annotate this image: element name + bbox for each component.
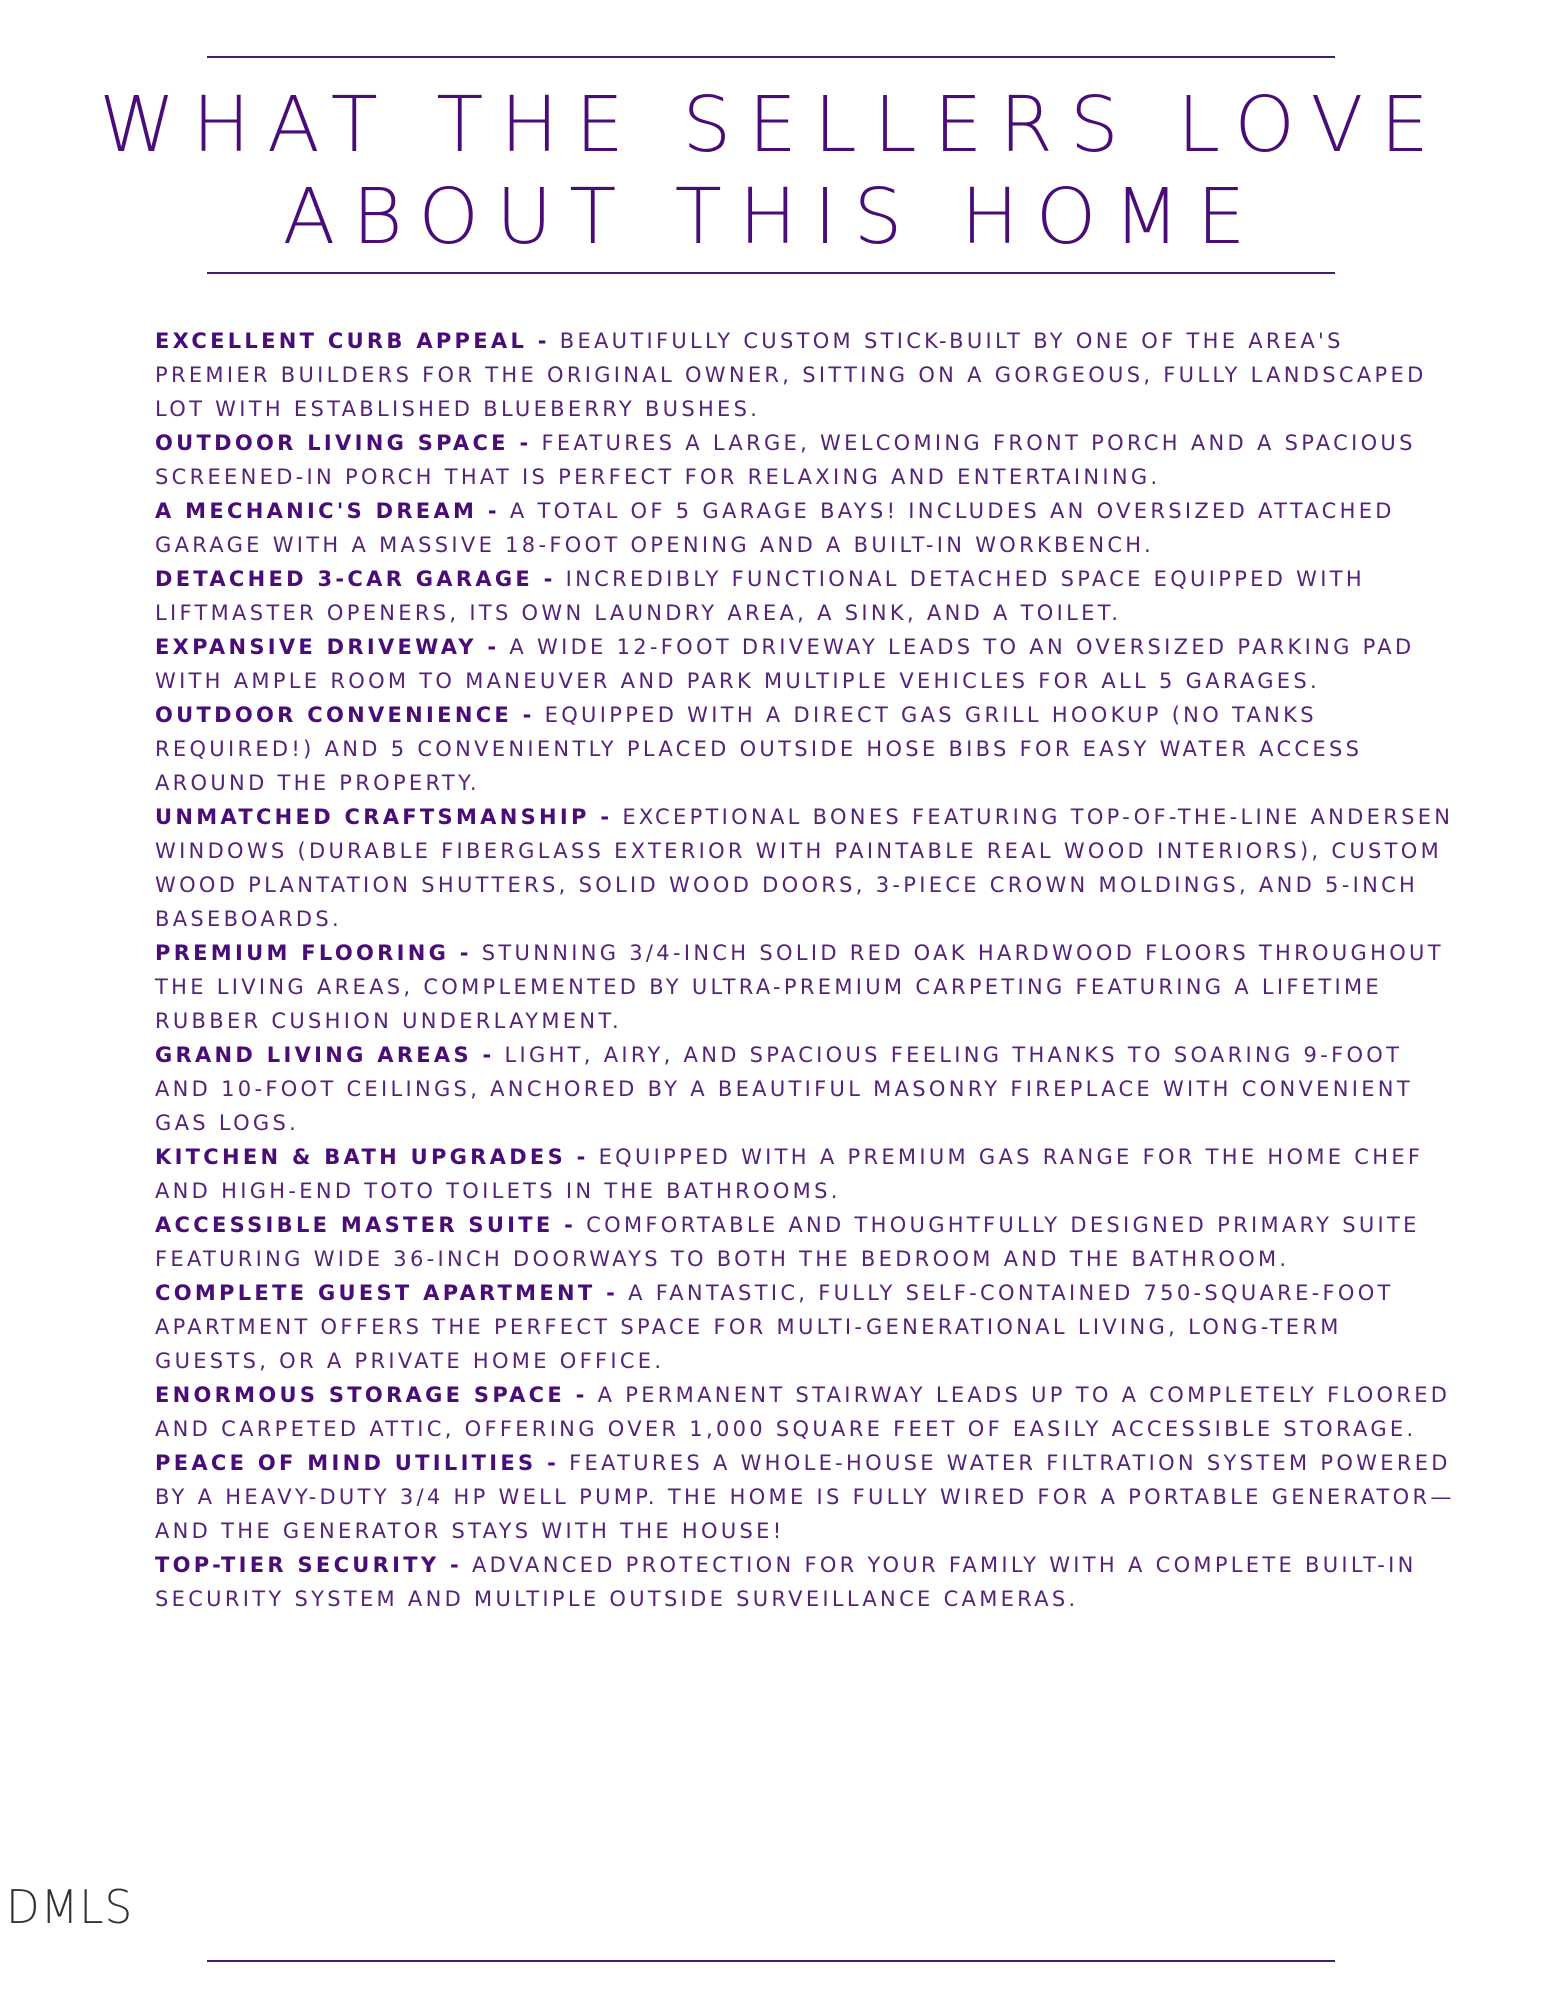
feature-heading: OUTDOOR CONVENIENCE - [155, 703, 535, 727]
feature-description: A PERMANENT STAIRWAY LEADS UP TO A COMPLETELY FLOORED AND CARPETED ATTIC, OFFERING OVER 1,000 SQUARE FEET OF EASILY ACCESSIBLE STORAGE. [155, 1383, 1451, 1441]
feature-item [155, 1038, 1455, 1140]
feature-heading: PREMIUM FLOORING - [155, 941, 472, 965]
feature-item [155, 1140, 1455, 1208]
top-divider [207, 56, 1335, 58]
feature-heading: TOP-TIER SECURITY - [155, 1553, 462, 1577]
feature-item [155, 562, 1455, 630]
feature-heading: GRAND LIVING AREAS - [155, 1043, 495, 1067]
feature-item [155, 800, 1455, 936]
feature-heading: A MECHANIC'S DREAM - [155, 499, 500, 523]
page-title [0, 80, 1545, 264]
feature-item [155, 1446, 1455, 1548]
feature-description: FEATURES A WHOLE-HOUSE WATER FILTRATION SYSTEM POWERED BY A HEAVY-DUTY 3/4 HP WELL PUMP. THE HOME IS FULLY WIRED FOR A PORTABLE GENERATOR—AND THE GENERATOR STAYS WITH THE HOUSE! [155, 1451, 1455, 1543]
feature-heading: OUTDOOR LIVING SPACE - [155, 431, 532, 455]
feature-description: A TOTAL OF 5 GARAGE BAYS! INCLUDES AN OVERSIZED ATTACHED GARAGE WITH A MASSIVE 18-FOOT OPENING AND A BUILT-IN WORKBENCH. [155, 499, 1395, 557]
title-divider [207, 272, 1335, 274]
feature-item [155, 426, 1455, 494]
feature-item [155, 494, 1455, 562]
title-line-1: WHAT THE SELLERS LOVE [99, 81, 1446, 170]
feature-item [155, 698, 1455, 800]
feature-description: A WIDE 12-FOOT DRIVEWAY LEADS TO AN OVERSIZED PARKING PAD WITH AMPLE ROOM TO MANEUVER AND PARK MULTIPLE VEHICLES FOR ALL 5 GARAGES. [155, 635, 1415, 693]
dmls-watermark-logo: DMLS [6, 1880, 134, 1934]
feature-description: EQUIPPED WITH A DIRECT GAS GRILL HOOKUP (NO TANKS REQUIRED!) AND 5 CONVENIENTLY PLACED OUTSIDE HOSE BIBS FOR EASY WATER ACCESS AROUND THE PROPERTY. [155, 703, 1363, 795]
feature-item [155, 936, 1455, 1038]
feature-description: BEAUTIFULLY CUSTOM STICK-BUILT BY ONE OF THE AREA'S PREMIER BUILDERS FOR THE ORIGINAL OWNER, SITTING ON A GORGEOUS, FULLY LANDSCAPED LOT WITH ESTABLISHED BLUEBERRY BUSHES. [155, 329, 1427, 421]
bottom-divider [207, 1960, 1335, 1962]
feature-heading: UNMATCHED CRAFTSMANSHIP - [155, 805, 613, 829]
feature-heading: KITCHEN & BATH UPGRADES - [155, 1145, 589, 1169]
feature-item [155, 324, 1455, 426]
feature-description: ADVANCED PROTECTION FOR YOUR FAMILY WITH A COMPLETE BUILT-IN SECURITY SYSTEM AND MULTIPLE OUTSIDE SURVEILLANCE CAMERAS. [155, 1553, 1417, 1611]
feature-item [155, 1378, 1455, 1446]
feature-description: LIGHT, AIRY, AND SPACIOUS FEELING THANKS TO SOARING 9-FOOT AND 10-FOOT CEILINGS, ANCHORED BY A BEAUTIFUL MASONRY FIREPLACE WITH CONVENIENT GAS LOGS. [155, 1043, 1413, 1135]
feature-item [155, 630, 1455, 698]
feature-heading: ACCESSIBLE MASTER SUITE - [155, 1213, 577, 1237]
title-line-2: ABOUT THIS HOME [282, 173, 1263, 262]
feature-list [155, 324, 1455, 1616]
feature-item [155, 1208, 1455, 1276]
feature-heading: DETACHED 3-CAR GARAGE - [155, 567, 556, 591]
feature-heading: PEACE OF MIND UTILITIES - [155, 1451, 560, 1475]
feature-item [155, 1276, 1455, 1378]
feature-description: COMFORTABLE AND THOUGHTFULLY DESIGNED PRIMARY SUITE FEATURING WIDE 36-INCH DOORWAYS TO BOTH THE BEDROOM AND THE BATHROOM. [155, 1213, 1420, 1271]
feature-heading: ENORMOUS STORAGE SPACE - [155, 1383, 588, 1407]
feature-description: EQUIPPED WITH A PREMIUM GAS RANGE FOR THE HOME CHEF AND HIGH-END TOTO TOILETS IN THE BATHROOMS. [155, 1145, 1424, 1203]
feature-description: EXCEPTIONAL BONES FEATURING TOP-OF-THE-LINE ANDERSEN WINDOWS (DURABLE FIBERGLASS EXTERIOR WITH PAINTABLE REAL WOOD INTERIORS), CUSTOM WOOD PLANTATION SHUTTERS, SOLID WOOD DOORS, 3-PIECE CROWN MOLDINGS, AND 5-INCH BASEBOARDS. [155, 805, 1454, 931]
feature-item [155, 1548, 1455, 1616]
feature-description: A FANTASTIC, FULLY SELF-CONTAINED 750-SQUARE-FOOT APARTMENT OFFERS THE PERFECT SPACE FOR MULTI-GENERATIONAL LIVING, LONG-TERM GUESTS, OR A PRIVATE HOME OFFICE. [155, 1281, 1394, 1373]
feature-heading: EXCELLENT CURB APPEAL - [155, 329, 550, 353]
feature-description: STUNNING 3/4-INCH SOLID RED OAK HARDWOOD FLOORS THROUGHOUT THE LIVING AREAS, COMPLEMENTED BY ULTRA-PREMIUM CARPETING FEATURING A LIFETIME RUBBER CUSHION UNDERLAYMENT. [155, 941, 1444, 1033]
feature-description: FEATURES A LARGE, WELCOMING FRONT PORCH AND A SPACIOUS SCREENED-IN PORCH THAT IS PERFECT FOR RELAXING AND ENTERTAINING. [155, 431, 1416, 489]
feature-description: INCREDIBLY FUNCTIONAL DETACHED SPACE EQUIPPED WITH LIFTMASTER OPENERS, ITS OWN LAUNDRY AREA, A SINK, AND A TOILET. [155, 567, 1365, 625]
feature-heading: EXPANSIVE DRIVEWAY - [155, 635, 500, 659]
feature-heading: COMPLETE GUEST APARTMENT - [155, 1281, 619, 1305]
